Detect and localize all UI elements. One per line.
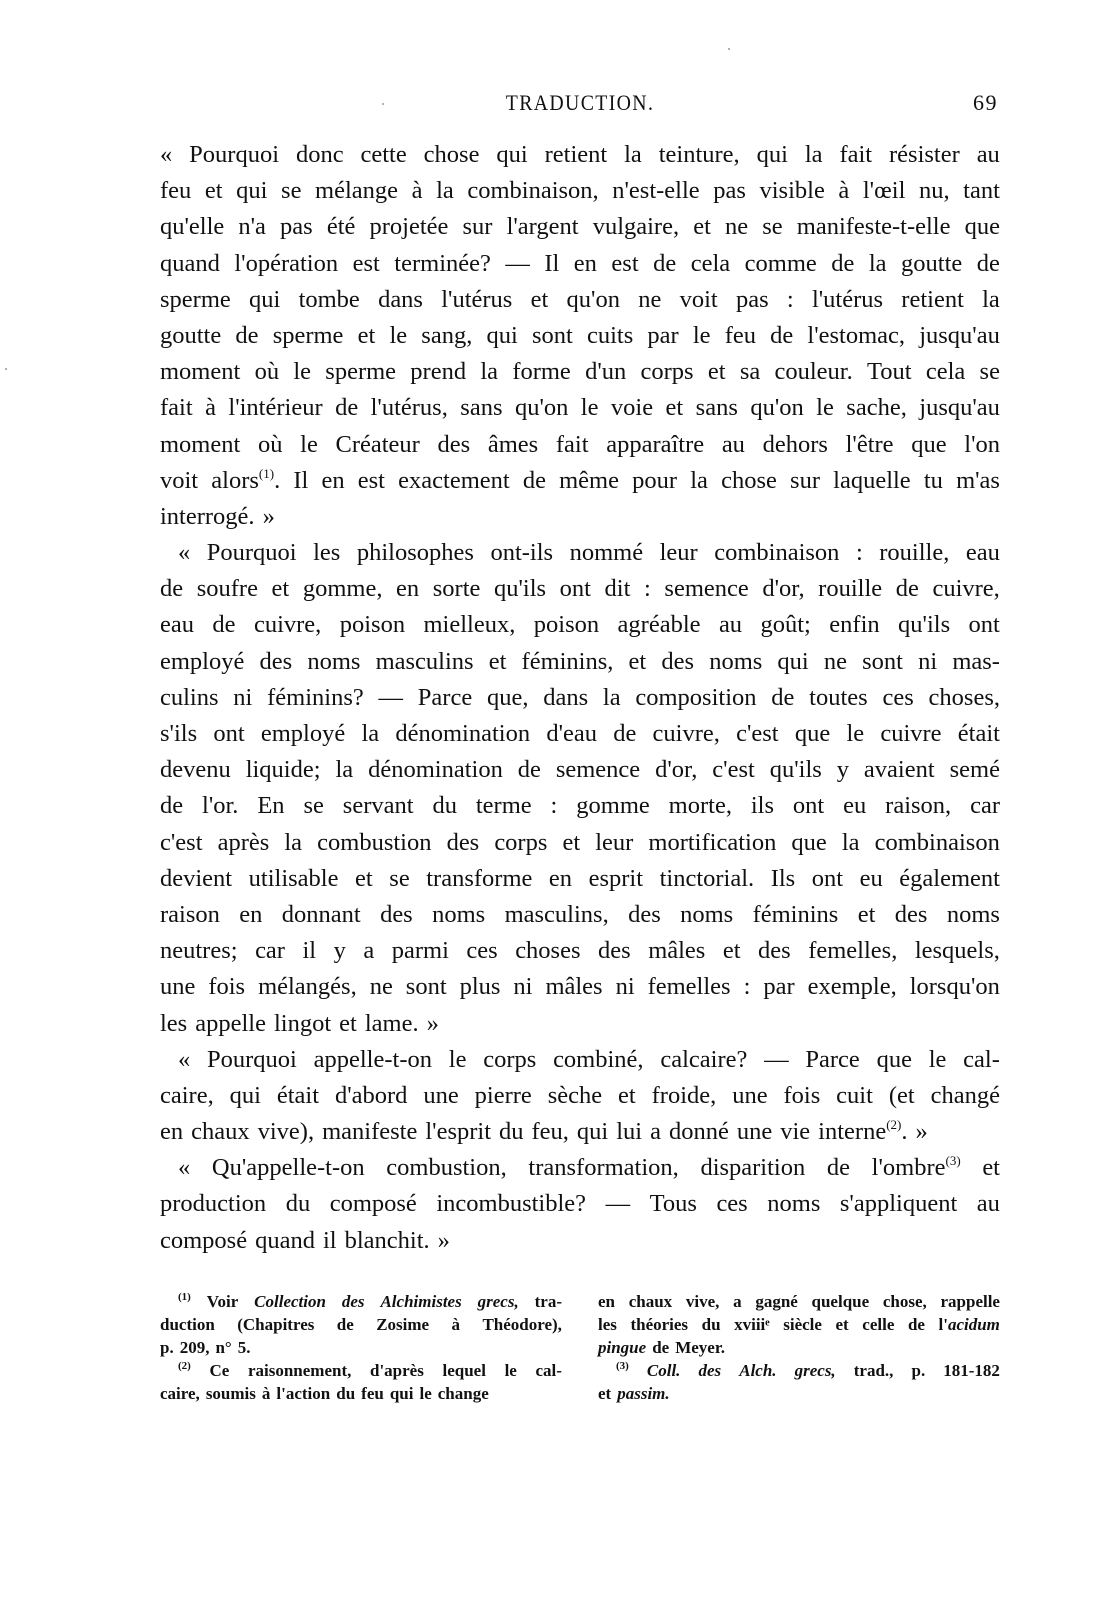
text-line: devenu liquide; la dénomination de semence d'or, c'est qu'ils y avaient semé <box>160 756 1000 784</box>
text-line: quand l'opération est terminée? — Il en est de cela comme de la goutte de <box>160 249 1000 277</box>
text-line: eau de cuivre, poison mielleux, poison agréable au goût; enfin qu'ils ont <box>160 611 1000 639</box>
footnote-line: $^{(3)}$ Coll. des Alch. grecs, trad., p. 181-182 <box>616 1360 1000 1380</box>
text-line: devient utilisable et se transforme en esprit tinctorial. Ils ont eu également <box>160 864 1000 892</box>
running-head <box>160 90 1000 120</box>
text-line: production du composé incombustible? — Tous ces noms s'appliquent au <box>160 1190 1000 1218</box>
page-number: 69 <box>973 90 998 115</box>
footnote-line: $^{(1)}$ Voir Collection des Alchimistes grecs, tra- <box>178 1291 562 1311</box>
text-line: une fois mélangés, ne sont plus ni mâles ni femelles : par exemple, lorsqu'on <box>160 973 1000 1001</box>
text-line: qu'elle n'a pas été projetée sur l'argent vulgaire, et ne se manifeste-t-elle que <box>160 213 1000 241</box>
text-line: moment où le sperme prend la forme d'un corps et sa couleur. Tout cela se <box>160 358 1000 386</box>
footnote-marker: (3) <box>616 1360 629 1372</box>
text-line: c'est après la combustion des corps et leur mortification que la combinaison <box>160 828 1000 856</box>
text-line: « Qu'appelle-t-on combustion, transformation, disparition de l'ombre$^{(3)}$ et <box>178 1153 1000 1182</box>
footnote-marker: (2) <box>178 1360 191 1372</box>
text-line: moment où le Créateur des âmes fait apparaître au dehors l'être que l'on <box>160 430 1000 458</box>
text-line: voit alors$^{(1)}$. Il en est exactement de même pour la chose sur laquelle tu m'as <box>160 465 1000 494</box>
footnote-line: les théories du xviiiᵉ siècle et celle de l'acidum <box>598 1315 1000 1334</box>
text-line: feu et qui se mélange à la combinaison, n'est-elle pas visible à l'œil nu, tant <box>160 177 1000 205</box>
footnotes-left-column <box>160 1290 562 1405</box>
text-line: sperme qui tombe dans l'utérus et qu'on ne voit pas : l'utérus retient la <box>160 285 1000 313</box>
text-line: « Pourquoi les philosophes ont-ils nommé leur combinaison : rouille, eau <box>178 539 1000 567</box>
footnote-line: $^{(2)}$ Ce raisonnement, d'après lequel le cal- <box>178 1360 562 1380</box>
text-line: de soufre et gomme, en sorte qu'ils ont dit : semence d'or, rouille de cuivre, <box>160 575 1000 603</box>
print-speck <box>5 368 7 370</box>
text-line: de l'or. En se servant du terme : gomme morte, ils ont eu raison, car <box>160 792 1000 820</box>
footnote-line: et passim. <box>598 1384 670 1403</box>
text-line: goutte de sperme et le sang, qui sont cuits par le feu de l'estomac, jusqu'au <box>160 321 1000 349</box>
text-line: les appelle lingot et lame. » <box>160 1009 439 1037</box>
text-line: culins ni féminins? — Parce que, dans la composition de toutes ces choses, <box>160 683 1000 711</box>
text-line: fait à l'intérieur de l'utérus, sans qu'on le voie et sans qu'on le sache, jusqu'au <box>160 394 1000 422</box>
text-line: employé des noms masculins et féminins, et des noms qui ne sont ni mas- <box>160 647 1000 675</box>
text-line: neutres; car il y a parmi ces choses des mâles et des femelles, lesquels, <box>160 937 1000 965</box>
text-line: raison en donnant des noms masculins, des noms féminins et des noms <box>160 900 1000 928</box>
text-line: « Pourquoi donc cette chose qui retient la teinture, qui la fait résister au <box>160 141 1000 168</box>
text-line: interrogé. » <box>160 502 275 530</box>
footnote-line: pingue de Meyer. <box>598 1338 726 1357</box>
footnote-line: p. 209, n° 5. <box>160 1338 251 1357</box>
footnote-line: duction (Chapitres de Zosime à Théodore), <box>160 1315 562 1334</box>
text-line: composé quand il blanchit. » <box>160 1226 450 1254</box>
text-line: caire, qui était d'abord une pierre sèche et froide, une fois cuit (et changé <box>160 1081 1000 1109</box>
footnotes-right-column <box>598 1290 1000 1405</box>
text-line: « Pourquoi appelle-t-on le corps combiné, calcaire? — Parce que le cal- <box>178 1045 1000 1073</box>
footnote-line: caire, soumis à l'action du feu qui le change <box>160 1384 489 1403</box>
running-head-title: TRADUCTION. <box>505 90 655 115</box>
main-text <box>160 137 1000 1259</box>
print-speck <box>728 48 730 50</box>
footnote-marker: (1) <box>178 1291 191 1303</box>
text-line: en chaux vive), manifeste l'esprit du feu, qui lui a donné une vie interne$^{(2)}$. » <box>160 1117 928 1146</box>
text-line: s'ils ont employé la dénomination d'eau de cuivre, c'est que le cuivre était <box>160 720 1000 747</box>
footnote-line: en chaux vive, a gagné quelque chose, rappelle <box>598 1292 1000 1311</box>
footnotes <box>160 1290 1000 1405</box>
